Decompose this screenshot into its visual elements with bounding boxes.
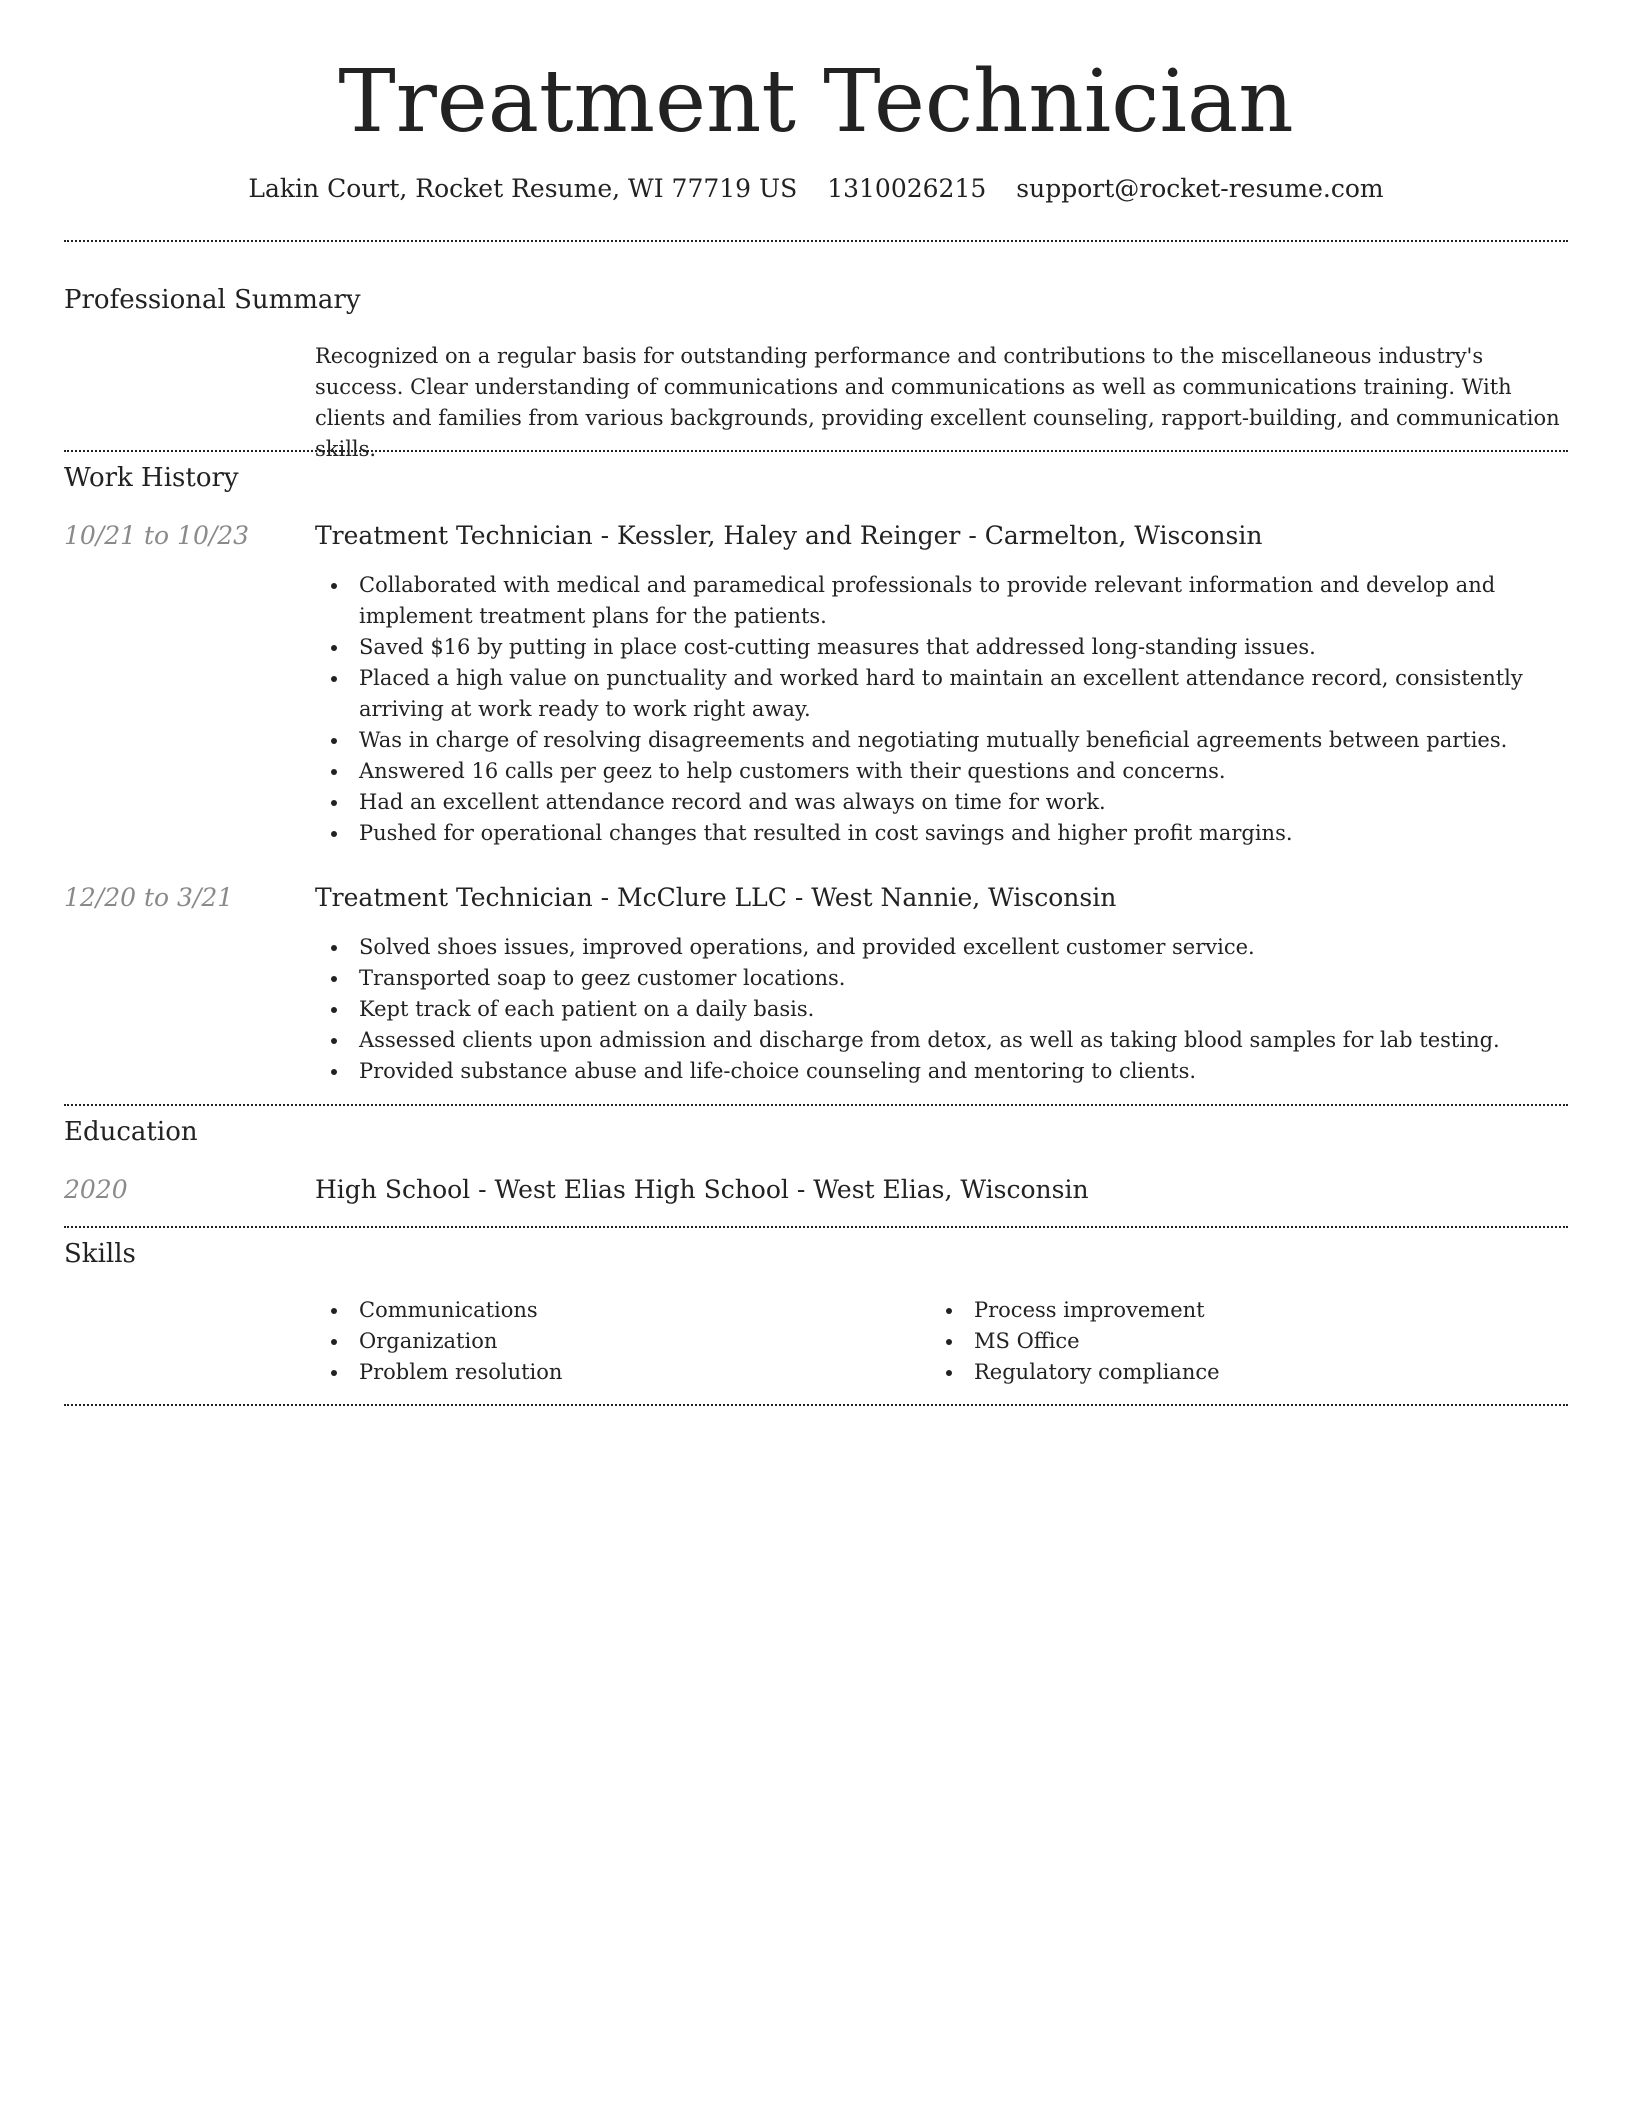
work-history-divider bbox=[64, 1104, 1568, 1106]
list-item: Kept track of each patient on a daily basis. bbox=[315, 994, 1568, 1025]
list-item: Had an excellent attendance record and was always on time for work. bbox=[315, 787, 1568, 818]
skills-heading: Skills bbox=[64, 1239, 136, 1269]
contact-phone: 1310026215 bbox=[827, 174, 987, 203]
education-degree: High School bbox=[315, 1175, 471, 1204]
list-item: Transported soap to geez customer locations. bbox=[315, 963, 1568, 994]
list-item: Was in charge of resolving disagreements and negotiating mutually beneficial agreements between parties. bbox=[315, 725, 1568, 756]
contact-line bbox=[64, 170, 1568, 208]
job-role: Treatment Technician bbox=[315, 883, 593, 912]
job-dates: 12/20 to 3/21 bbox=[64, 883, 234, 912]
job-bullets bbox=[315, 570, 1568, 849]
summary-text: Recognized on a regular basis for outstanding performance and contributions to the miscellaneous industry's success. Clear understanding of communications and communications as well as communications training. With clients and families from various backgrounds, providing excellent counseling, rapport-building, and communication skills. bbox=[315, 344, 1560, 461]
job-details: - McClure LLC - West Nannie, Wisconsin bbox=[592, 883, 1117, 912]
contact-email: support@rocket-resume.com bbox=[1016, 174, 1384, 203]
job-dates: 10/21 to 10/23 bbox=[64, 521, 250, 550]
list-item: Organization bbox=[315, 1326, 915, 1357]
education-entry bbox=[315, 1173, 1089, 1207]
summary-divider bbox=[64, 450, 1568, 452]
list-item: Process improvement bbox=[930, 1295, 1530, 1326]
skills-list-right bbox=[930, 1295, 1530, 1388]
education-divider bbox=[64, 1226, 1568, 1228]
header-divider bbox=[64, 240, 1568, 242]
list-item: Solved shoes issues, improved operations, and provided excellent customer service. bbox=[315, 932, 1568, 963]
summary-heading: Professional Summary bbox=[64, 285, 361, 315]
list-item: Pushed for operational changes that resulted in cost savings and higher profit margins. bbox=[315, 818, 1568, 849]
list-item: MS Office bbox=[930, 1326, 1530, 1357]
list-item: Problem resolution bbox=[315, 1357, 915, 1388]
job-details: - Kessler, Haley and Reinger - Carmelton, Wisconsin bbox=[592, 521, 1263, 550]
education-year: 2020 bbox=[64, 1175, 128, 1204]
education-heading: Education bbox=[64, 1117, 198, 1147]
contact-address: Lakin Court, Rocket Resume, WI 77719 US bbox=[248, 174, 798, 203]
list-item: Provided substance abuse and life-choice counseling and mentoring to clients. bbox=[315, 1056, 1568, 1087]
skills-divider bbox=[64, 1404, 1568, 1406]
list-item: Assessed clients upon admission and discharge from detox, as well as taking blood samples for lab testing. bbox=[315, 1025, 1568, 1056]
list-item: Saved $16 by putting in place cost-cutting measures that addressed long-standing issues. bbox=[315, 632, 1568, 663]
list-item: Regulatory compliance bbox=[930, 1357, 1530, 1388]
job-title bbox=[315, 519, 1262, 553]
job-title bbox=[315, 881, 1116, 915]
job-role: Treatment Technician bbox=[315, 521, 593, 550]
list-item: Collaborated with medical and paramedical professionals to provide relevant information and develop and implement treatment plans for the patients. bbox=[315, 570, 1568, 632]
resume-name: Treatment Technician bbox=[338, 52, 1294, 152]
list-item: Answered 16 calls per geez to help customers with their questions and concerns. bbox=[315, 756, 1568, 787]
job-bullets bbox=[315, 932, 1568, 1087]
list-item: Placed a high value on punctuality and worked hard to maintain an excellent attendance record, consistently arriving at work ready to work right away. bbox=[315, 663, 1568, 725]
list-item: Communications bbox=[315, 1295, 915, 1326]
education-details: - West Elias High School - West Elias, Wisconsin bbox=[470, 1175, 1089, 1204]
skills-list-left bbox=[315, 1295, 915, 1388]
work-history-heading: Work History bbox=[64, 463, 239, 493]
